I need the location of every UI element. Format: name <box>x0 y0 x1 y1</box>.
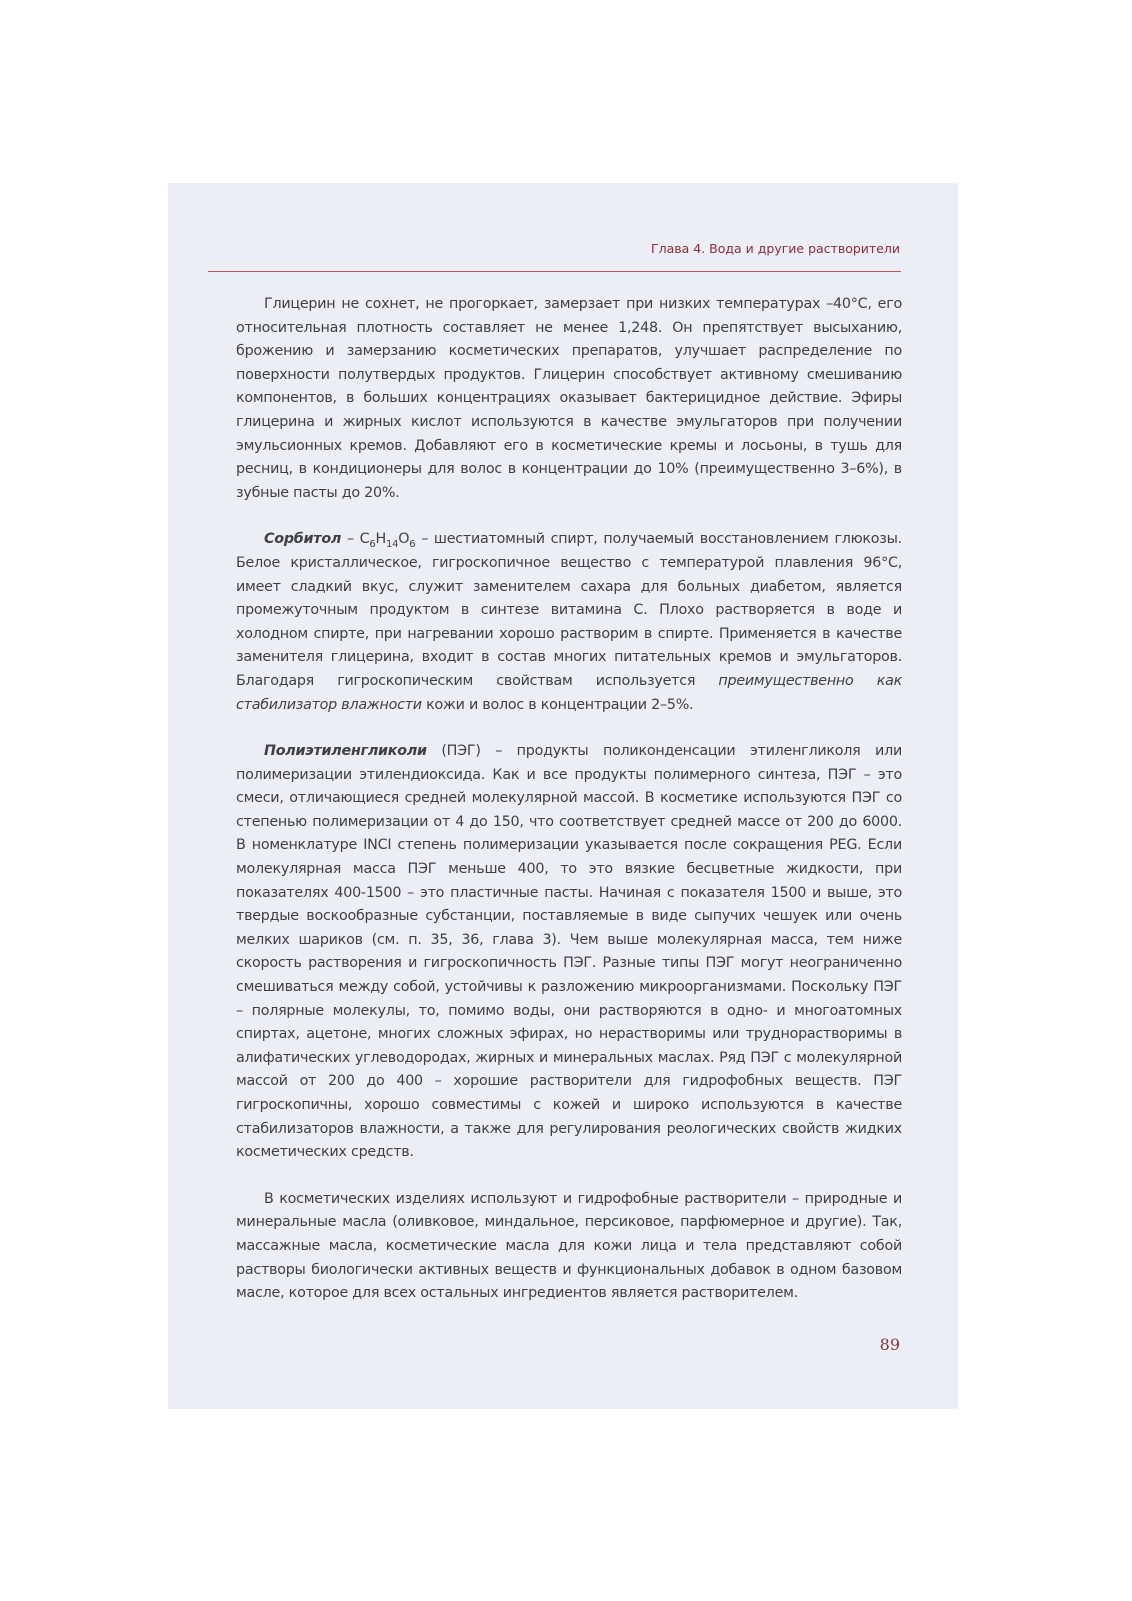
book-page <box>168 183 958 1409</box>
dash: – <box>341 531 360 548</box>
paragraph-glycerin: Глицерин не сохнет, не прогоркает, замерзает при низких температурах –40°С, его относительная плотность составляет не менее 1,248. Он препятствует высыханию, брожению и замерзанию косметических препаратов, улучшает распределение по поверхности полутвердых продуктов. Глицерин способствует активному смешиванию компонентов, в больших концентрациях оказывает бактерицидное действие. Эфиры глицерина и жирных кислот используются в качестве эмульгаторов при получении эмульсионных кремов. Добавляют его в косметические кремы и лосьоны, в тушь для ресниц, в кондиционеры для волос в концентрации до 10% (преимущественно 3–6%), в зубные пасты до 20%. <box>236 296 902 501</box>
term-sorbitol: Сорбитол <box>264 531 342 548</box>
paragraph-sorbitol <box>236 528 902 717</box>
paragraph-peg <box>236 740 902 1165</box>
sorbitol-emphasis: преимущественно как стабилизатор влажности <box>236 672 902 713</box>
running-header: Глава 4. Вода и другие растворители <box>650 241 900 256</box>
term-peg: Полиэтиленгликоли <box>264 743 427 760</box>
peg-text: (ПЭГ) – продукты поликонденсации этиленгликоля или полимеризации этилендиоксида. Как и все продукты полимерного синтеза, ПЭГ – это смеси, отличающиеся средней молекулярной массой. В косметике используются ПЭГ со степенью полимеризации от 4 до 150, что соответствует средней массе от 200 до 6000. В номенклатуре INCI степень полимеризации указывается после сокращения PEG. Если молекулярная масса ПЭГ меньше 400, то это вязкие бесцветные жидкости, при показателях 400-1500 – это пластичные пасты. Начиная с показателя 1500 и выше, это твердые воскообразные субстанции, поставляемые в виде сыпучих чешуек или очень мелких шариков (см. п. 35, 36, глава 3). Чем выше молекулярная масса, тем ниже скорость растворения и гигроскопичность ПЭГ. Разные типы ПЭГ могут неограниченно смешиваться между собой, устойчивы к разложению микроорганизмами. Поскольку ПЭГ – полярные молекулы, то, помимо воды, они растворяются в одно- и многоатомных спиртах, ацетоне, многих сложных эфирах, но нерастворимы или труднорастворимы в алифатических углеводородах, жирных и минеральных маслах. Ряд ПЭГ с молекулярной массой от 200 до 400 – хорошие растворители для гидрофобных веществ. ПЭГ гигроскопичны, хорошо совместимы с кожей и широко используются в качестве стабилизаторов влажности, а также для регулирования реологических свойств жидких косметических средств. <box>236 743 902 1161</box>
paragraph-hydrophobic-solvents: В косметических изделиях используют и гидрофобные растворители – природные и минеральные масла (оливковое, миндальное, персиковое, парфюмерное и другие). Так, массажные масла, косметические масла для кожи лица и тела представляют собой растворы биологически активных веществ и функциональных добавок в одном базовом масле, которое для всех остальных ингредиентов является растворителем. <box>236 1190 902 1302</box>
sorbitol-text-b: кожи и волос в концентрации 2–5%. <box>421 696 694 713</box>
chemical-formula: $C_6H_{14}O_6$ <box>359 531 416 551</box>
body-text <box>236 293 902 1329</box>
sorbitol-text-a: – шестиатомный спирт, получаемый восстановлением глюкозы. Белое кристаллическое, гигроскопичное вещество с температурой плавления 96°С, имеет сладкий вкус, служит заменителем сахара для больных диабетом, является промежуточным продуктом в синтезе витамина С. Плохо растворяется в воде и холодном спирте, при нагревании хорошо растворим в спирте. Применяется в качестве заменителя глицерина, входит в состав многих питательных кремов и эмульгаторов. Благодаря гигроскопическим свойствам используется <box>236 531 902 689</box>
page-number: 89 <box>879 1335 900 1354</box>
header-divider <box>208 271 901 272</box>
